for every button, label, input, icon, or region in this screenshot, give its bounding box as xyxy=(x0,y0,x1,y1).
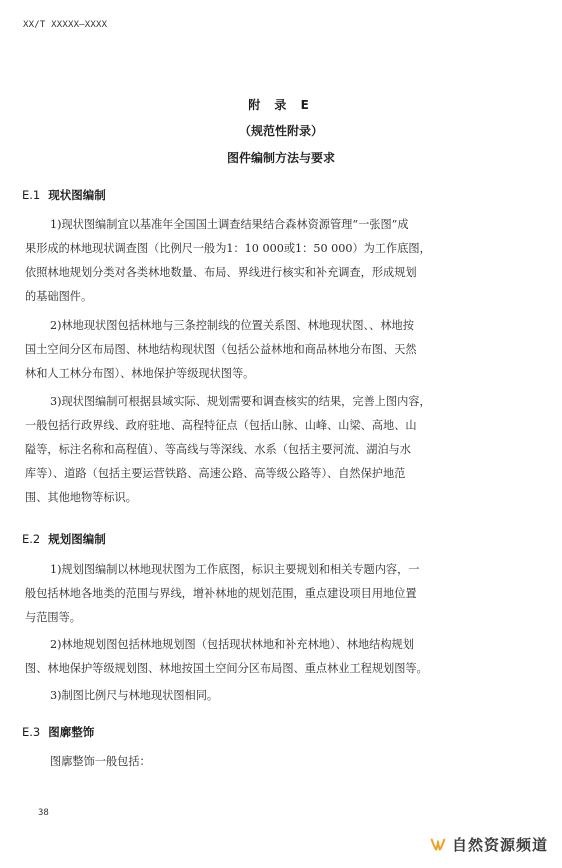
section-number: E.1 xyxy=(22,188,41,202)
text-line: 的基础图件。 xyxy=(25,290,93,303)
paragraph xyxy=(25,558,526,630)
text-line: 2)林地规划图包括林地规划图（包括现状林地和补充林地）、林地结构规划 xyxy=(50,638,414,651)
watermark-text: 自然资源频道 xyxy=(451,836,548,854)
text-line: 般包括林地各地类的范围与界线，增补林地的规划范围，重点建设项目用地位置 xyxy=(25,587,417,600)
section-number: E.2 xyxy=(22,532,41,546)
paragraph xyxy=(50,684,526,708)
paragraph xyxy=(25,390,526,510)
section-number: E.3 xyxy=(22,725,41,739)
wechat-channel-icon xyxy=(429,836,447,854)
paragraph xyxy=(25,633,526,681)
page-number: 38 xyxy=(38,808,49,818)
appendix-title: 图件编制方法与要求 xyxy=(226,151,335,165)
text-line: 围、其他地物等标识。 xyxy=(25,491,137,504)
text-line: 林和人工林分布图）、林地保护等级现状图等。 xyxy=(25,367,255,380)
text-line: 3)现状图编制可根据县域实际、规划需要和调查核实的结果，完善上图内容， xyxy=(50,395,431,408)
appendix-nature: （规范性附录） xyxy=(238,124,323,138)
text-line: 图廓整饰一般包括： xyxy=(50,755,151,768)
text-line: 与范围等。 xyxy=(25,611,81,624)
section-heading-e2 xyxy=(22,531,106,547)
text-line: 果形成的林地现状调查图（比例尺一般为1：10 000或1：50 000）为工作底图， xyxy=(25,242,431,255)
paragraph xyxy=(50,750,526,774)
text-line: 一般包括行政界线、政府驻地、高程特征点（包括山脉、山峰、山梁、高地、山 xyxy=(25,419,417,432)
paragraph xyxy=(25,314,526,386)
watermark xyxy=(429,834,548,855)
section-title: 图廓整饰 xyxy=(48,725,95,739)
text-line: 1)现状图编制宜以基准年全国国土调查结果结合森林资源管理“一张图”成 xyxy=(50,218,409,231)
text-line: 2)林地现状图包括林地与三条控制线的位置关系图、林地现状图、、林地按 xyxy=(50,319,414,332)
section-title: 现状图编制 xyxy=(48,188,106,202)
text-line: 1)规划图编制以林地现状图为工作底图，标识主要规划和相关专题内容，一 xyxy=(50,563,420,576)
text-line: 3)制图比例尺与林地现状图相同。 xyxy=(50,689,219,702)
text-line: 库等）、道路（包括主要运营铁路、高速公路、高等级公路等）、自然保护地范 xyxy=(25,467,406,480)
standard-code: XX/T XXXXX—XXXX xyxy=(23,20,108,30)
appendix-label: 附 录 E xyxy=(248,98,314,112)
section-heading-e3 xyxy=(22,724,94,740)
text-line: 图、林地保护等级规划图、林地按国土空间分区布局图、重点林业工程规划图等。 xyxy=(25,662,428,675)
section-title: 规划图编制 xyxy=(48,532,106,546)
text-line: 隘等，标注名称和高程值）、等高线与等深线、水系（包括主要河流、湖泊与水 xyxy=(25,443,411,456)
paragraph xyxy=(25,213,526,309)
text-line: 依照林地规划分类对各类林地数量、布局、界线进行核实和补充调查，形成规划 xyxy=(25,266,417,279)
section-heading-e1 xyxy=(22,187,106,203)
text-line: 国土空间分区布局图、林地结构现状图（包括公益林地和商品林地分布图、天然 xyxy=(25,343,417,356)
